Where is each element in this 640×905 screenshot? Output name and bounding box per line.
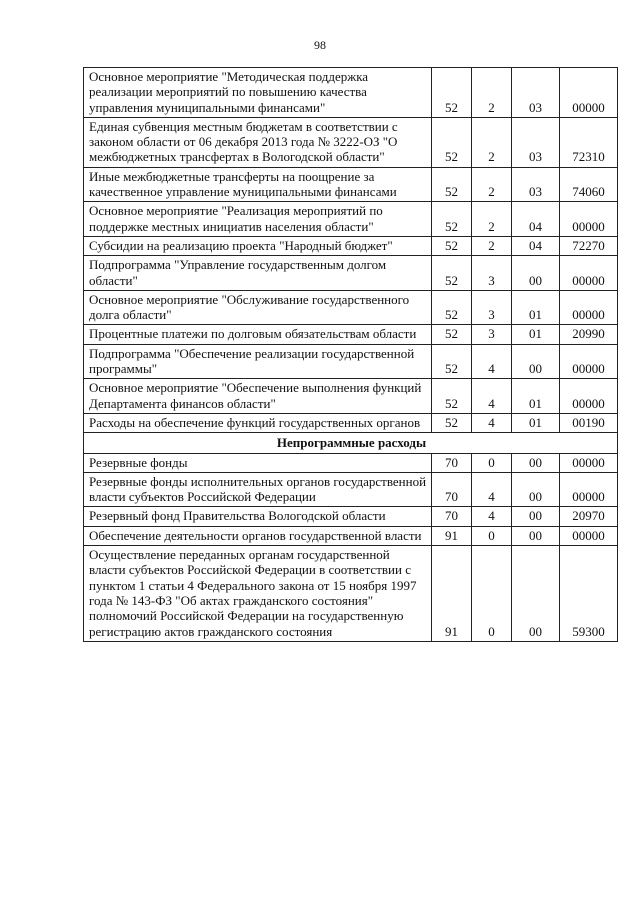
main-event-code: 04 [512,202,560,237]
table-row [84,526,618,545]
expense-name: Осуществление переданных органам государственной власти субъектов Российской Федерации в соответствии с пунктом 1 статьи 4 Федерального закона от 15 ноября 1997 года № 143-ФЗ "Об актах гражданского состояния" полномочий Российской Федерации на государственную регистрацию актов гражданского состояния [84,546,432,642]
program-code: 91 [432,526,472,545]
direction-code: 00000 [560,256,618,291]
program-code: 52 [432,413,472,432]
program-code: 52 [432,202,472,237]
main-event-code: 00 [512,453,560,472]
subprogram-code: 2 [472,68,512,118]
table-row [84,117,618,167]
table-row [84,202,618,237]
expense-name: Резервные фонды [84,453,432,472]
direction-code: 59300 [560,546,618,642]
subprogram-code: 4 [472,344,512,379]
subprogram-code: 3 [472,325,512,344]
table-row [84,68,618,118]
main-event-code: 03 [512,117,560,167]
main-event-code: 00 [512,526,560,545]
direction-code: 20990 [560,325,618,344]
table-row [84,507,618,526]
program-code: 91 [432,546,472,642]
subprogram-code: 2 [472,236,512,255]
table-row [84,413,618,432]
table-row [84,344,618,379]
subprogram-code: 4 [472,472,512,507]
table-row [84,256,618,291]
expense-name: Субсидии на реализацию проекта "Народный бюджет" [84,236,432,255]
main-event-code: 00 [512,546,560,642]
table-row [84,472,618,507]
subprogram-code: 0 [472,526,512,545]
expense-name: Обеспечение деятельности органов государственной власти [84,526,432,545]
direction-code: 00000 [560,290,618,325]
program-code: 70 [432,507,472,526]
main-event-code: 00 [512,256,560,291]
direction-code: 00000 [560,453,618,472]
main-event-code: 01 [512,379,560,414]
subprogram-code: 4 [472,507,512,526]
direction-code: 00190 [560,413,618,432]
subprogram-code: 2 [472,117,512,167]
program-code: 52 [432,325,472,344]
section-title: Непрограммные расходы [84,433,618,453]
subprogram-code: 0 [472,453,512,472]
program-code: 52 [432,379,472,414]
subprogram-code: 3 [472,256,512,291]
program-code: 52 [432,236,472,255]
direction-code: 00000 [560,526,618,545]
program-code: 52 [432,117,472,167]
table-row [84,379,618,414]
table-row [84,546,618,642]
main-event-code: 03 [512,167,560,202]
expense-name: Резервные фонды исполнительных органов государственной власти субъектов Российской Федерации [84,472,432,507]
program-code: 52 [432,290,472,325]
expense-name: Основное мероприятие "Методическая поддержка реализации мероприятий по повышению качества управления муниципальными финансами" [84,68,432,118]
main-event-code: 04 [512,236,560,255]
direction-code: 00000 [560,68,618,118]
main-event-code: 01 [512,413,560,432]
main-event-code: 00 [512,344,560,379]
expense-name: Процентные платежи по долговым обязательствам области [84,325,432,344]
main-event-code: 00 [512,507,560,526]
section-row [84,433,618,453]
expense-name: Расходы на обеспечение функций государственных органов [84,413,432,432]
expense-name: Подпрограмма "Обеспечение реализации государственной программы" [84,344,432,379]
table-body-programs [84,68,618,433]
main-event-code: 03 [512,68,560,118]
budget-classification-table [83,67,618,642]
main-event-code: 01 [512,325,560,344]
main-event-code: 01 [512,290,560,325]
table-row [84,167,618,202]
direction-code: 20970 [560,507,618,526]
table-row [84,290,618,325]
direction-code: 00000 [560,202,618,237]
page-number: 98 [314,38,326,52]
direction-code: 00000 [560,472,618,507]
expense-name: Иные межбюджетные трансферты на поощрение за качественное управление муниципальными финансами [84,167,432,202]
table-body-nonprogram [84,453,618,641]
direction-code: 74060 [560,167,618,202]
subprogram-code: 4 [472,379,512,414]
expense-name: Основное мероприятие "Обеспечение выполнения функций Департамента финансов области" [84,379,432,414]
table-row [84,325,618,344]
subprogram-code: 4 [472,413,512,432]
table-row [84,236,618,255]
program-code: 52 [432,68,472,118]
subprogram-code: 2 [472,167,512,202]
expense-name: Основное мероприятие "Обслуживание государственного долга области" [84,290,432,325]
expense-name: Основное мероприятие "Реализация мероприятий по поддержке местных инициатив населения области" [84,202,432,237]
direction-code: 00000 [560,379,618,414]
program-code: 52 [432,256,472,291]
subprogram-code: 3 [472,290,512,325]
table-section [84,433,618,453]
expense-name: Подпрограмма "Управление государственным долгом области" [84,256,432,291]
expense-name: Резервный фонд Правительства Вологодской области [84,507,432,526]
direction-code: 00000 [560,344,618,379]
direction-code: 72310 [560,117,618,167]
table-row [84,453,618,472]
program-code: 70 [432,453,472,472]
subprogram-code: 2 [472,202,512,237]
expense-name: Единая субвенция местным бюджетам в соответствии с законом области от 06 декабря 2013 года № 3222-ОЗ "О межбюджетных трансфертах в Вологодской области" [84,117,432,167]
program-code: 70 [432,472,472,507]
program-code: 52 [432,167,472,202]
direction-code: 72270 [560,236,618,255]
main-event-code: 00 [512,472,560,507]
program-code: 52 [432,344,472,379]
subprogram-code: 0 [472,546,512,642]
